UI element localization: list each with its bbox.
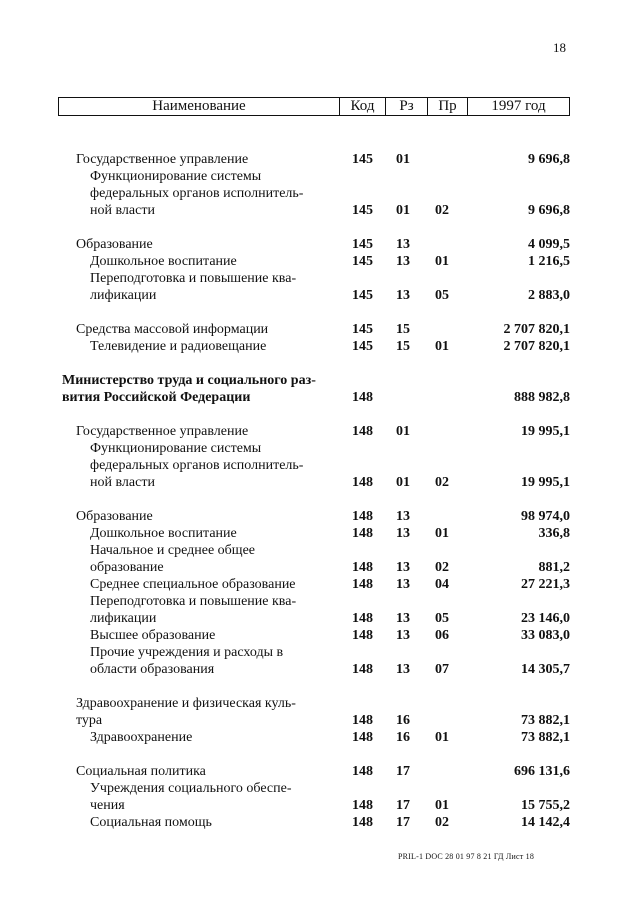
row-name	[90, 542, 340, 576]
row-name-line: образование	[90, 560, 164, 575]
row-rz: 16	[396, 713, 410, 728]
row-rz: 17	[396, 815, 410, 830]
row-pr: 02	[435, 560, 449, 575]
row-name-line: Государственное управление	[76, 424, 249, 439]
row-amount: 2 707 820,1	[503, 339, 570, 354]
row-rz: 13	[396, 509, 410, 524]
row-pr: 05	[435, 288, 449, 303]
table-row	[0, 236, 640, 253]
row-code: 145	[352, 152, 373, 167]
table-row	[0, 695, 640, 729]
row-code: 148	[352, 662, 373, 677]
row-amount: 33 083,0	[521, 628, 570, 643]
row-code: 148	[352, 424, 373, 439]
row-code: 148	[352, 730, 373, 745]
row-amount: 881,2	[538, 560, 570, 575]
row-code: 145	[352, 322, 373, 337]
table-row	[0, 763, 640, 780]
header-pr: Пр	[428, 98, 468, 115]
table-row	[0, 576, 640, 593]
row-rz: 13	[396, 526, 410, 541]
table-row	[0, 270, 640, 304]
row-name	[90, 729, 340, 746]
row-code: 145	[352, 237, 373, 252]
header-rz: Рз	[386, 98, 428, 115]
table-row	[0, 627, 640, 644]
row-name-line: вития Российской Федерации	[62, 390, 251, 405]
row-name	[90, 253, 340, 270]
row-name-line: Начальное и среднее общее	[90, 543, 255, 558]
row-name	[76, 763, 338, 780]
row-name-line: Образование	[76, 237, 153, 252]
row-name	[90, 627, 340, 644]
row-name-line: Прочие учреждения и расходы в	[90, 645, 284, 660]
row-name	[90, 780, 340, 814]
row-pr: 02	[435, 475, 449, 490]
row-amount: 9 696,8	[528, 203, 570, 218]
row-amount: 98 974,0	[521, 509, 570, 524]
table-row	[0, 372, 640, 406]
row-code: 145	[352, 203, 373, 218]
row-pr: 02	[435, 815, 449, 830]
row-name-line: Дошкольное воспитание	[90, 254, 237, 269]
row-code: 148	[352, 798, 373, 813]
row-name	[76, 321, 338, 338]
row-rz: 01	[396, 203, 410, 218]
table-row	[0, 253, 640, 270]
row-name-line: Государственное управление	[76, 152, 249, 167]
row-amount: 2 707 820,1	[503, 322, 570, 337]
row-pr: 01	[435, 526, 449, 541]
row-name-line: Функционирование системы	[90, 169, 262, 184]
row-rz: 15	[396, 322, 410, 337]
row-code: 145	[352, 288, 373, 303]
row-name	[90, 814, 340, 831]
row-rz: 17	[396, 798, 410, 813]
row-name-line: Здравоохранение и физическая куль-	[76, 696, 296, 711]
row-code: 148	[352, 764, 373, 779]
row-name	[62, 372, 342, 406]
row-name	[90, 440, 340, 491]
table-row	[0, 338, 640, 355]
row-name	[76, 151, 338, 168]
row-name	[90, 270, 340, 304]
row-code: 148	[352, 560, 373, 575]
row-name	[90, 576, 340, 593]
row-name-line: Социальная политика	[76, 764, 206, 779]
row-amount: 73 882,1	[521, 730, 570, 745]
table-row	[0, 508, 640, 525]
row-code: 148	[352, 815, 373, 830]
row-name	[90, 593, 340, 627]
row-amount: 73 882,1	[521, 713, 570, 728]
row-name	[76, 695, 338, 729]
row-name-line: Переподготовка и повышение ква-	[90, 271, 297, 286]
row-name	[90, 338, 340, 355]
header-name: Наименование	[59, 98, 340, 115]
row-name-line: лификации	[90, 288, 157, 303]
row-rz: 15	[396, 339, 410, 354]
row-name-line: Образование	[76, 509, 153, 524]
row-name-line: Высшее образование	[90, 628, 216, 643]
row-rz: 13	[396, 662, 410, 677]
row-name-line: Функционирование системы	[90, 441, 262, 456]
row-pr: 01	[435, 339, 449, 354]
row-pr: 02	[435, 203, 449, 218]
row-amount: 19 995,1	[521, 424, 570, 439]
row-name-line: области образования	[90, 662, 215, 677]
row-amount: 336,8	[538, 526, 570, 541]
header-year: 1997 год	[491, 98, 546, 114]
table-body	[0, 151, 640, 831]
row-pr: 07	[435, 662, 449, 677]
row-pr: 06	[435, 628, 449, 643]
row-code: 148	[352, 475, 373, 490]
row-rz: 17	[396, 764, 410, 779]
table-row	[0, 814, 640, 831]
row-pr: 04	[435, 577, 449, 592]
row-name	[90, 644, 340, 678]
row-name-line: Средства массовой информации	[76, 322, 269, 337]
row-amount: 19 995,1	[521, 475, 570, 490]
row-pr: 01	[435, 730, 449, 745]
table-row	[0, 644, 640, 678]
row-amount: 9 696,8	[528, 152, 570, 167]
row-amount: 15 755,2	[521, 798, 570, 813]
row-amount: 27 221,3	[521, 577, 570, 592]
row-code: 148	[352, 628, 373, 643]
row-name	[76, 423, 338, 440]
table-row	[0, 440, 640, 491]
row-name-line: федеральных органов исполнитель-	[90, 458, 304, 473]
row-name-line: Дошкольное воспитание	[90, 526, 237, 541]
row-name-line: федеральных органов исполнитель-	[90, 186, 304, 201]
row-name-line: Министерство труда и социального раз-	[62, 373, 316, 388]
row-name-line: Переподготовка и повышение ква-	[90, 594, 297, 609]
row-rz: 13	[396, 560, 410, 575]
row-rz: 13	[396, 237, 410, 252]
row-name-line: Телевидение и радиовещание	[90, 339, 267, 354]
row-pr: 01	[435, 798, 449, 813]
row-name	[90, 168, 340, 219]
row-rz: 16	[396, 730, 410, 745]
table-row	[0, 729, 640, 746]
row-amount: 1 216,5	[528, 254, 570, 269]
row-pr: 05	[435, 611, 449, 626]
row-name-line: Среднее специальное образование	[90, 577, 296, 592]
row-rz: 01	[396, 475, 410, 490]
row-name-line: чения	[90, 798, 125, 813]
row-name-line: тура	[76, 713, 103, 728]
row-name-line: ной власти	[90, 203, 155, 218]
row-amount: 888 982,8	[514, 390, 570, 405]
row-pr: 01	[435, 254, 449, 269]
row-rz: 01	[396, 424, 410, 439]
row-rz: 13	[396, 288, 410, 303]
row-name	[90, 525, 340, 542]
row-code: 148	[352, 713, 373, 728]
row-rz: 13	[396, 611, 410, 626]
row-code: 148	[352, 526, 373, 541]
row-amount: 696 131,6	[514, 764, 570, 779]
table-row	[0, 542, 640, 576]
row-name-line: Социальная помощь	[90, 815, 212, 830]
table-row	[0, 423, 640, 440]
row-code: 148	[352, 509, 373, 524]
row-code: 145	[352, 254, 373, 269]
document-footer: PRIL-1 DOC 28 01 97 8 21 ГД Лист 18	[398, 852, 535, 861]
row-amount: 14 305,7	[521, 662, 570, 677]
row-code: 145	[352, 339, 373, 354]
row-name	[76, 508, 338, 525]
row-amount: 23 146,0	[521, 611, 570, 626]
table-row	[0, 780, 640, 814]
header-code: Код	[340, 98, 386, 115]
row-code: 148	[352, 390, 373, 405]
table-row	[0, 321, 640, 338]
table-row	[0, 168, 640, 219]
row-rz: 01	[396, 152, 410, 167]
row-rz: 13	[396, 577, 410, 592]
row-rz: 13	[396, 628, 410, 643]
row-name-line: Здравоохранение	[90, 730, 193, 745]
row-code: 148	[352, 577, 373, 592]
row-name-line: ной власти	[90, 475, 155, 490]
row-name-line: Учреждения социального обеспе-	[90, 781, 292, 796]
page-number: 18	[553, 40, 566, 55]
table-header	[58, 97, 570, 116]
table-row	[0, 151, 640, 168]
row-amount: 2 883,0	[528, 288, 570, 303]
row-rz: 13	[396, 254, 410, 269]
row-name-line: лификации	[90, 611, 157, 626]
row-name	[76, 236, 338, 253]
table-row	[0, 525, 640, 542]
table-row	[0, 593, 640, 627]
row-amount: 4 099,5	[528, 237, 570, 252]
row-amount: 14 142,4	[521, 815, 570, 830]
row-code: 148	[352, 611, 373, 626]
